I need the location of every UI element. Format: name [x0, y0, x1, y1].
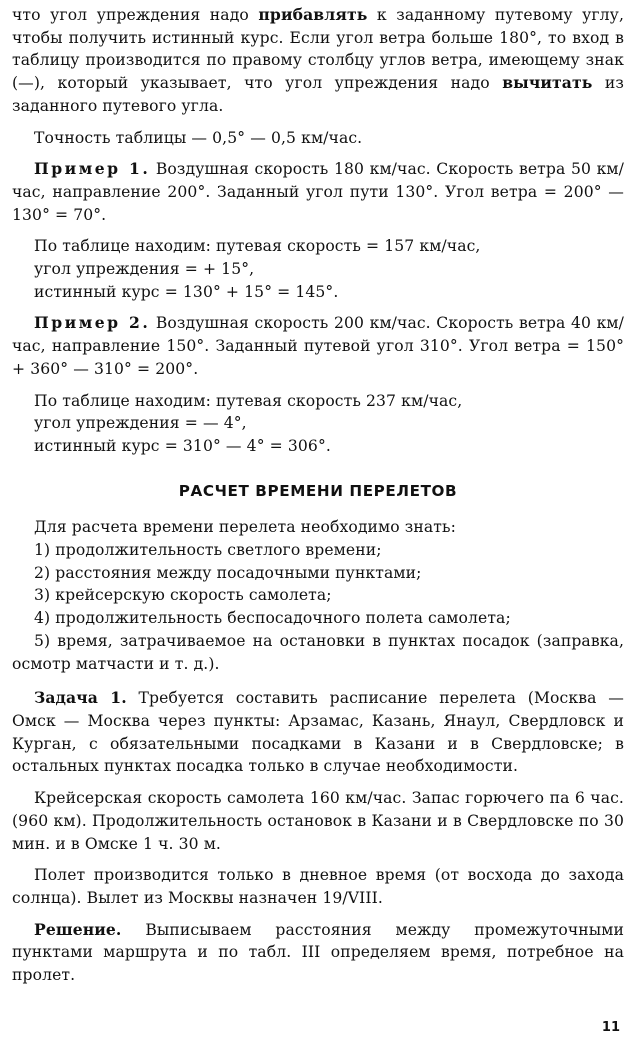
- example-1-result-line: угол упреждения = + 15°,: [34, 260, 255, 279]
- solution-label: Решение.: [34, 919, 122, 939]
- example-1-text: Воздушная скорость 180 км/час. Скорость ветра 50 км/час, направление 200°. Заданный угол пути 130°. Угол ветра = 200° — 130° = 70°.: [12, 160, 624, 224]
- example-1: [12, 158, 624, 226]
- example-2-label: Пример 2.: [34, 313, 151, 333]
- intro-bold-add: прибавлять: [258, 5, 368, 24]
- intro-text-1: что угол упреждения надо: [12, 6, 259, 24]
- intro-text-3: из заданного путевого угла.: [12, 74, 624, 115]
- example-1-label: Пример 1.: [34, 159, 151, 179]
- solution-text: Выписываем расстояния между промежуточными пунктами маршрута и по табл. III определяем время, потребное на пролет.: [12, 920, 624, 985]
- example-2: [12, 312, 624, 380]
- example-2-results: [12, 390, 624, 458]
- example-2-result-line: По таблице находим: путевая скорость 237 км/час,: [34, 391, 463, 410]
- cruise-paragraph: Крейсерская скорость самолета 160 км/час. Запас горючего па 6 час. (960 км). Продолжительность остановок в Казани и в Свердловске по 30 мин. и в Омске 1 ч. 30 м.: [12, 789, 624, 853]
- section-heading: РАСЧЕТ ВРЕМЕНИ ПЕРЕЛЕТОВ: [178, 481, 458, 500]
- task-1-text: Требуется составить расписание перелета (Москва — Омск — Москва через пункты: Арзамас, Казань, Янаул, Свердловск и Курган, с обязательными посадками в Казани и в Свердловске; в остальных пунктах посадка только в случае необходимости.: [12, 689, 624, 776]
- example-2-text: Воздушная скорость 200 км/час. Скорость ветра 40 км/час, направление 150°. Заданный путевой угол 310°. Угол ветра = 150° + 360° — 310° = 200°.: [12, 314, 624, 378]
- list-item: 5) время, затрачиваемое на остановки в пунктах посадок (заправка, осмотр матчасти и т. д.).: [12, 631, 624, 673]
- intro-text-2: к заданному путевому углу, чтобы получить истинный курс. Если угол ветра больше 180°, то вход в таблицу производится по правому столбцу углов ветра, имеющему знак (—), который указывает, что угол упреждения надо: [12, 6, 624, 93]
- example-2-result-line: истинный курс = 310° — 4° = 306°.: [34, 436, 331, 455]
- accuracy-note: Точность таблицы — 0,5° — 0,5 км/час.: [34, 128, 363, 147]
- example-1-result-line: истинный курс = 130° + 15° = 145°.: [34, 282, 339, 301]
- example-1-results: [12, 235, 624, 303]
- page-number: 11: [601, 1020, 620, 1035]
- solution-paragraph: [12, 919, 624, 987]
- book-page: [12, 4, 624, 987]
- requirements-list: [12, 539, 624, 675]
- intro-bold-subtract: вычитать: [502, 73, 593, 93]
- intro-paragraph: [12, 4, 624, 118]
- flight-paragraph: Полет производится только в дневное время (от восхода до захода солнца). Вылет из Москвы назначен 19/VIII.: [12, 866, 624, 907]
- task-1: [12, 687, 624, 778]
- task-1-label: Задача 1.: [34, 688, 127, 708]
- list-intro: Для расчета времени перелета необходимо знать:: [34, 518, 456, 537]
- example-2-result-line: угол упреждения = — 4°,: [34, 414, 247, 433]
- list-item: 4) продолжительность беспосадочного полета самолета;: [34, 609, 511, 628]
- example-1-result-line: По таблице находим: путевая скорость = 157 км/час,: [34, 237, 481, 256]
- list-item: 3) крейсерскую скорость самолета;: [34, 586, 332, 605]
- list-item: 2) расстояния между посадочными пунктами;: [34, 563, 422, 582]
- list-item: 1) продолжительность светлого времени;: [34, 541, 382, 560]
